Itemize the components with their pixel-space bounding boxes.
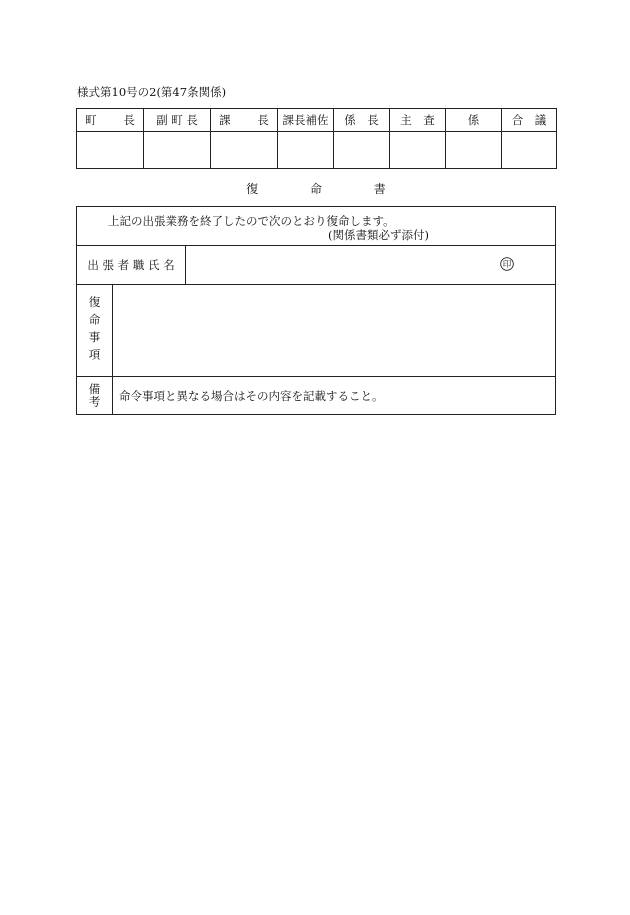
report-matters-field[interactable]	[113, 285, 555, 376]
stamp-cell[interactable]	[446, 132, 502, 169]
document-title: 復 命 書	[246, 182, 386, 196]
stamp-cell[interactable]	[278, 132, 334, 169]
report-matters-row	[77, 285, 555, 377]
approval-header-cell: 課 長	[211, 109, 278, 132]
stamp-cell[interactable]	[334, 132, 390, 169]
traveler-label: 出 張 者 職 氏 名	[77, 246, 186, 284]
approval-header-cell: 町 長	[77, 109, 144, 132]
stamp-cell[interactable]	[77, 132, 144, 169]
stamp-cell[interactable]	[502, 132, 557, 169]
form-number: 様式第10号の2(第47条関係)	[77, 85, 227, 99]
approval-stamp-table	[76, 108, 557, 169]
seal-char: 印	[502, 260, 512, 271]
remarks-label-cell	[77, 377, 113, 414]
approval-header-cell: 係	[446, 109, 502, 132]
remarks-text: 命令事項と異なる場合はその内容を記載すること。	[119, 389, 384, 403]
report-matters-label-cell	[77, 285, 113, 376]
approval-header-cell: 課長補佐	[278, 109, 334, 132]
attachment-note: (関係書類必ず添付)	[328, 228, 429, 242]
approval-header-cell: 合 議	[502, 109, 557, 132]
report-matters-label: 復命事項	[87, 295, 102, 366]
approval-header-cell: 副 町 長	[144, 109, 211, 132]
stamp-cell[interactable]	[390, 132, 446, 169]
report-form	[76, 206, 556, 415]
remarks-label: 備考	[87, 383, 102, 408]
intro-statement: 上記の出張業務を終了したので次のとおり復命します。	[108, 214, 395, 228]
remarks-row	[77, 377, 555, 414]
approval-header-cell: 主 査	[390, 109, 446, 132]
traveler-row	[77, 246, 555, 285]
approval-stamp-row	[77, 132, 557, 169]
stamp-cell[interactable]	[144, 132, 211, 169]
seal-icon	[500, 257, 514, 271]
approval-header-row	[77, 109, 557, 132]
stamp-cell[interactable]	[211, 132, 278, 169]
approval-header-cell: 係 長	[334, 109, 390, 132]
intro-row	[77, 207, 555, 246]
